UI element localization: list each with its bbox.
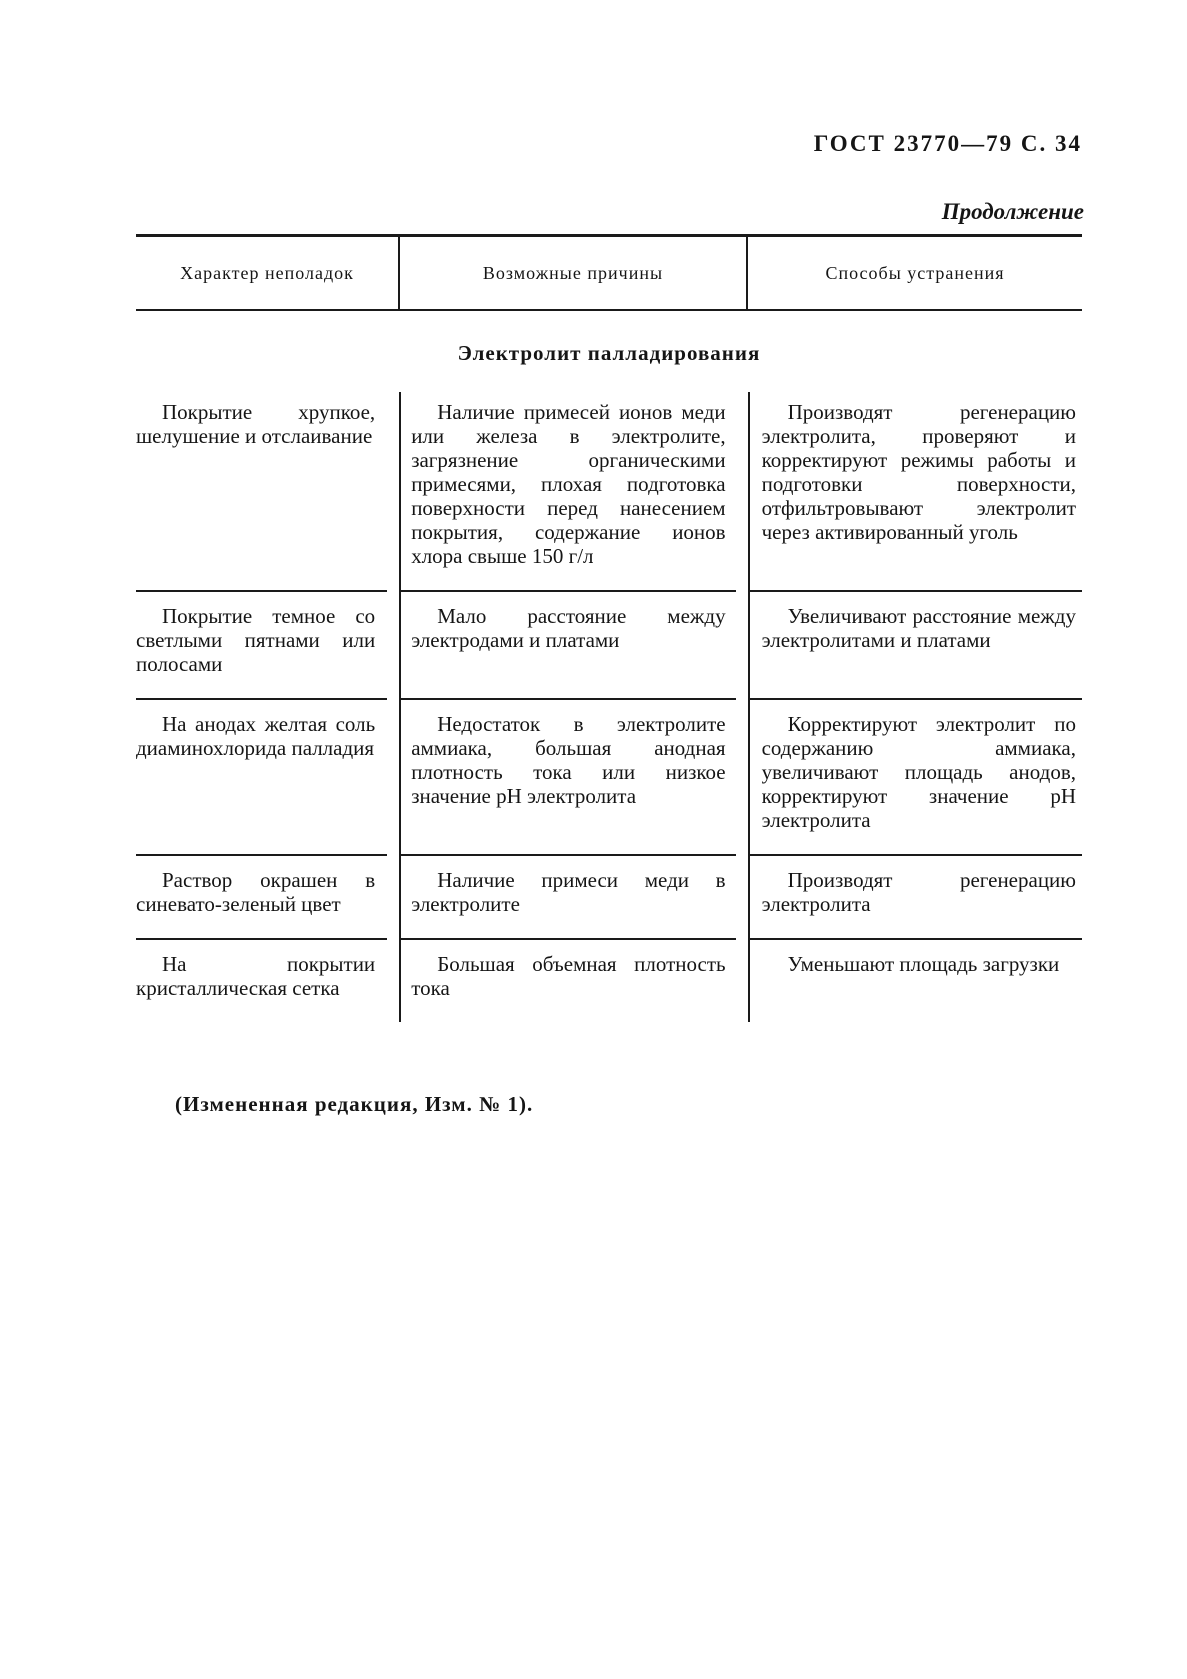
table-row <box>136 590 1082 698</box>
fault-cell: На анодах желтая соль диаминохлорида палладия <box>136 698 387 854</box>
table-row <box>136 698 1082 854</box>
table-header-row <box>136 237 1082 309</box>
cause-cell: Большая объемная плотность тока <box>399 938 735 1022</box>
cause-cell: Мало расстояние между электродами и платами <box>399 590 735 698</box>
remedy-cell: Корректируют электролит по содержанию аммиака, увеличивают площадь анодов, корректируют значение pH электролита <box>748 698 1082 854</box>
column-header-cause: Возможные причины <box>398 237 748 309</box>
fault-cell: Покрытие хрупкое, шелушение и отслаивание <box>136 400 376 448</box>
cause-cell: Недостаток в электролите аммиака, большая анодная плотность тока или низкое значение pH электролита <box>399 698 735 854</box>
remedy-cell: Производят регенерацию электролита, проверяют и корректируют режимы работы и подготовки поверхности, отфильтровывают электролит через активированный уголь <box>748 392 1082 590</box>
table-row <box>136 392 1082 590</box>
remedy-cell: Уменьшают площадь загрузки <box>748 938 1082 1022</box>
table-row <box>136 854 1082 938</box>
remedy-cell: Производят регенерацию электролита <box>748 854 1082 938</box>
remedy-cell: Увеличивают расстояние между электролитами и платами <box>748 590 1082 698</box>
column-header-fault: Характер неполадок <box>180 262 354 283</box>
fault-cell: Раствор окрашен в синевато-зеленый цвет <box>136 854 387 938</box>
document-reference: ГОСТ 23770—79 С. 34 <box>813 131 1082 156</box>
cause-cell: Наличие примеси меди в электролите <box>399 854 735 938</box>
fault-cell: Покрытие темное со светлыми пятнами или полосами <box>136 590 387 698</box>
continuation-label: Продолжение <box>941 199 1084 224</box>
table-row <box>136 938 1082 1022</box>
section-title: Электролит палладирования <box>457 341 761 365</box>
faults-table <box>136 234 1082 1022</box>
column-header-remedy: Способы устранения <box>825 262 1005 283</box>
fault-cell: На покрытии кристаллическая сетка <box>136 938 387 1022</box>
amendment-note: (Измененная редакция, Изм. № 1). <box>175 1092 534 1116</box>
cause-cell: Наличие примесей ионов меди или железа в электролите, загрязнение органическими примесями, плохая подготовка поверхности перед нанесением покрытия, содержание ионов хлора свыше 150 г/л <box>399 392 735 590</box>
